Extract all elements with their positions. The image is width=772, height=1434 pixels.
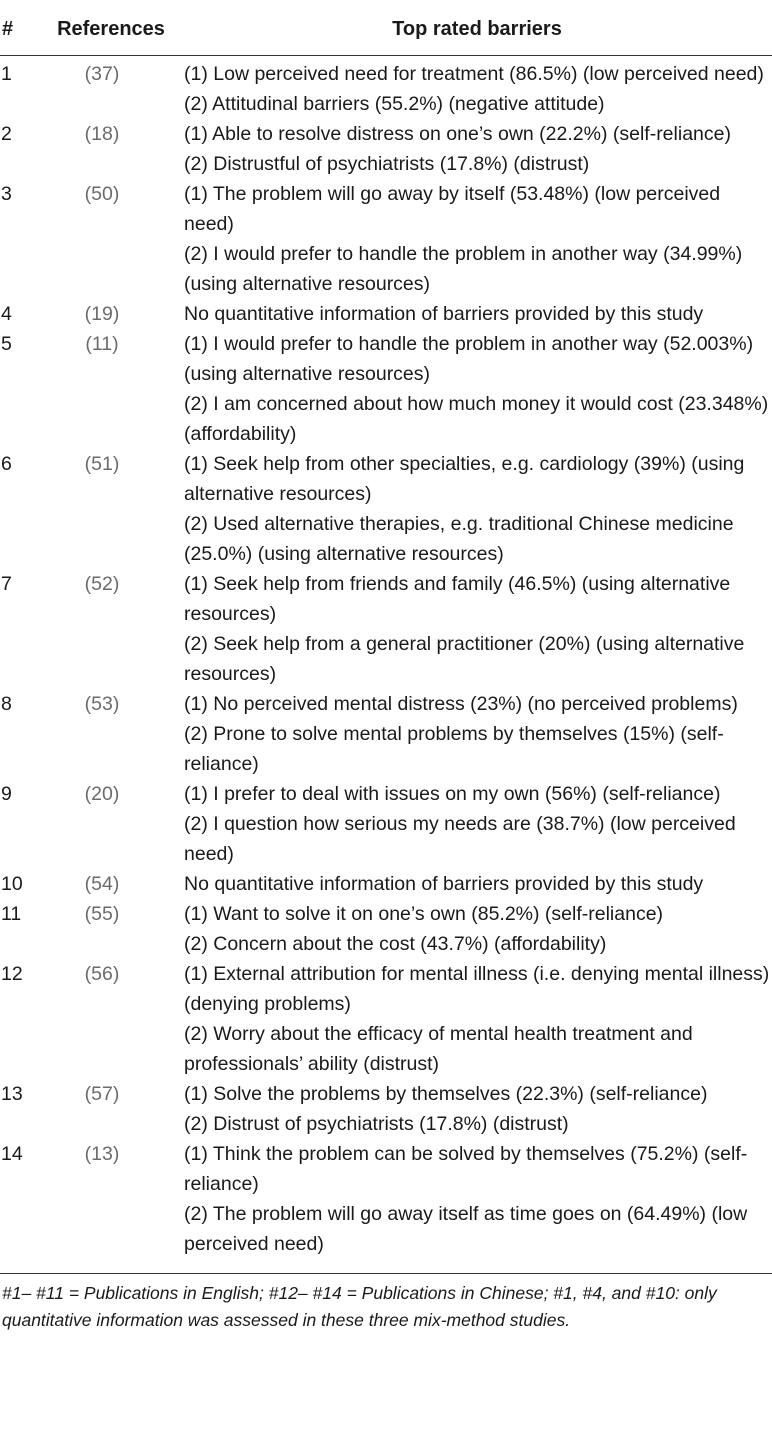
- table-row: [0, 569, 772, 689]
- row-number: 2: [1, 123, 12, 145]
- table-row: [0, 1139, 772, 1273]
- row-barriers: [182, 959, 772, 1079]
- barrier-item: (1) Want to solve it on one’s own (85.2%) (self-reliance): [184, 903, 664, 925]
- barrier-item: (1) Low perceived need for treatment (86.5%) (low perceived need): [184, 63, 764, 85]
- barrier-item: (1) No perceived mental distress (23%) (no perceived problems): [184, 693, 738, 715]
- barrier-item: No quantitative information of barriers provided by this study: [184, 303, 704, 325]
- row-reference: (57): [84, 1083, 120, 1105]
- barrier-item: (2) Distrustful of psychiatrists (17.8%) (distrust): [184, 153, 590, 175]
- row-reference: (51): [84, 453, 120, 475]
- barrier-item: (1) Seek help from other specialties, e.g. cardiology (39%) (using alternative resources): [184, 453, 745, 505]
- table-row: [0, 119, 772, 179]
- barrier-item: (2) Distrust of psychiatrists (17.8%) (distrust): [184, 1113, 569, 1135]
- row-number: 13: [1, 1083, 23, 1105]
- barrier-item: (2) Concern about the cost (43.7%) (affordability): [184, 933, 607, 955]
- row-barriers: [182, 1139, 772, 1273]
- barrier-item: (1) I prefer to deal with issues on my own (56%) (self-reliance): [184, 783, 721, 805]
- row-barriers: [182, 779, 772, 869]
- row-reference: (55): [84, 903, 120, 925]
- table-body: [0, 56, 772, 1274]
- barrier-item: No quantitative information of barriers provided by this study: [184, 873, 704, 895]
- barrier-item: (2) Worry about the efficacy of mental health treatment and professionals’ ability (distrust): [184, 1023, 693, 1075]
- header-number: #: [0, 0, 40, 56]
- row-barriers: [182, 299, 772, 329]
- row-barriers: [182, 56, 772, 120]
- table-row: [0, 329, 772, 449]
- table-row: [0, 1079, 772, 1139]
- row-barriers: [182, 869, 772, 899]
- row-barriers: [182, 329, 772, 449]
- row-barriers: [182, 899, 772, 959]
- table-row: [0, 869, 772, 899]
- header-row: [0, 0, 772, 56]
- barrier-item: (1) Seek help from friends and family (46.5%) (using alternative resources): [184, 573, 731, 625]
- row-reference: (20): [84, 783, 120, 805]
- row-number: 11: [1, 903, 22, 925]
- barrier-item: (2) The problem will go away itself as time goes on (64.49%) (low perceived need): [184, 1203, 748, 1255]
- barrier-item: (2) Prone to solve mental problems by themselves (15%) (self-reliance): [184, 723, 724, 775]
- row-number: 3: [1, 183, 12, 205]
- row-number: 1: [1, 63, 12, 85]
- barrier-item: (1) Think the problem can be solved by themselves (75.2%) (self-reliance): [184, 1143, 748, 1195]
- table-footnote: #1– #11 = Publications in English; #12– #14 = Publications in Chinese; #1, #4, and #10: only quantitative information was assessed in these three mix-method studies.: [0, 1273, 772, 1334]
- row-barriers: [182, 179, 772, 299]
- row-reference: (53): [84, 693, 120, 715]
- header-top-rated-barriers: Top rated barriers: [182, 0, 772, 56]
- barrier-item: (2) Used alternative therapies, e.g. traditional Chinese medicine (25.0%) (using alternative resources): [184, 513, 734, 565]
- row-barriers: [182, 449, 772, 569]
- row-reference: (18): [84, 123, 120, 145]
- table-row: [0, 179, 772, 299]
- row-number: 5: [1, 333, 12, 355]
- row-reference: (50): [84, 183, 120, 205]
- barrier-item: (1) Able to resolve distress on one’s own (22.2%) (self-reliance): [184, 123, 731, 145]
- row-barriers: [182, 569, 772, 689]
- row-number: 14: [1, 1143, 23, 1165]
- barrier-item: (2) Seek help from a general practitioner (20%) (using alternative resources): [184, 633, 745, 685]
- barrier-item: (2) Attitudinal barriers (55.2%) (negative attitude): [184, 93, 605, 115]
- header-references: References: [40, 0, 182, 56]
- table-header: [0, 0, 772, 56]
- row-reference: (11): [85, 333, 119, 355]
- table-row: [0, 779, 772, 869]
- table-row: [0, 899, 772, 959]
- row-reference: (52): [84, 573, 120, 595]
- barrier-item: (1) I would prefer to handle the problem in another way (52.003%) (using alternative resources): [184, 333, 754, 385]
- row-barriers: [182, 119, 772, 179]
- row-reference: (54): [84, 873, 120, 895]
- table-row: [0, 56, 772, 120]
- row-reference: (13): [84, 1143, 120, 1165]
- table-row: [0, 299, 772, 329]
- row-number: 8: [1, 693, 12, 715]
- barrier-item: (2) I am concerned about how much money it would cost (23.348%) (affordability): [184, 393, 769, 445]
- row-number: 7: [1, 573, 12, 595]
- table-row: [0, 959, 772, 1079]
- row-number: 4: [1, 303, 12, 325]
- row-number: 10: [1, 873, 23, 895]
- row-barriers: [182, 689, 772, 779]
- barrier-item: (1) External attribution for mental illness (i.e. denying mental illness) (denying problems): [184, 963, 770, 1015]
- row-reference: (37): [84, 63, 120, 85]
- row-number: 12: [1, 963, 23, 985]
- row-barriers: [182, 1079, 772, 1139]
- barrier-item: (2) I would prefer to handle the problem in another way (34.99%) (using alternative resources): [184, 243, 743, 295]
- table-row: [0, 449, 772, 569]
- row-reference: (19): [84, 303, 120, 325]
- barrier-item: (1) The problem will go away by itself (53.48%) (low perceived need): [184, 183, 721, 235]
- row-reference: (56): [84, 963, 120, 985]
- row-number: 9: [1, 783, 12, 805]
- row-number: 6: [1, 453, 12, 475]
- table-row: [0, 689, 772, 779]
- barrier-item: (2) I question how serious my needs are (38.7%) (low perceived need): [184, 813, 736, 865]
- barrier-item: (1) Solve the problems by themselves (22.3%) (self-reliance): [184, 1083, 708, 1105]
